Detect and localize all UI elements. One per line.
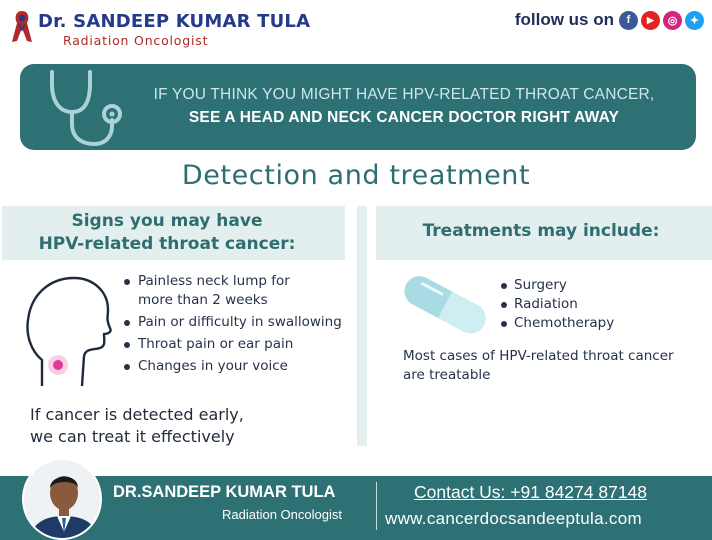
avatar xyxy=(22,458,102,540)
list-item xyxy=(122,272,342,310)
list-item xyxy=(122,357,342,376)
stethoscope-icon xyxy=(38,68,124,148)
treatable-note-line-2: are treatable xyxy=(403,367,491,383)
follow-us xyxy=(515,10,704,30)
treatments-heading: Treatments may include: xyxy=(422,221,660,241)
brand-subtitle: Radiation Oncologist xyxy=(63,33,209,48)
website-link[interactable]: www.cancerdocsandeeptula.com xyxy=(385,509,642,528)
signs-heading xyxy=(2,210,332,256)
treatable-note xyxy=(403,347,703,385)
signs-heading-line-1: Signs you may have xyxy=(71,211,263,231)
list-item xyxy=(122,313,342,332)
footer-divider xyxy=(376,482,377,530)
early-note-line-1: If cancer is detected early, xyxy=(30,405,244,424)
instagram-icon[interactable]: ◎ xyxy=(663,11,682,30)
footer-doctor-name: DR.SANDEEP KUMAR TULA xyxy=(113,483,336,501)
signs-heading-line-2: HPV-related throat cancer: xyxy=(38,234,296,254)
list-item xyxy=(122,335,342,354)
signs-list xyxy=(122,272,342,379)
list-item: Chemotherapy xyxy=(500,314,614,333)
early-detection-note xyxy=(30,404,244,448)
contact-phone-link[interactable]: Contact Us: +91 84274 87148 xyxy=(414,482,648,502)
twitter-icon[interactable]: ✦ xyxy=(685,11,704,30)
sign-item-1-line-2: more than 2 weeks xyxy=(138,292,268,308)
brand-name: Dr. SANDEEP KUMAR TULA xyxy=(38,11,311,32)
treatments-heading-panel xyxy=(376,206,712,260)
head-profile-icon xyxy=(22,268,117,388)
banner-line-1: IF YOU THINK YOU MIGHT HAVE HPV-RELATED THROAT CANCER, xyxy=(153,86,655,103)
list-item: Surgery xyxy=(500,276,614,295)
follow-label: follow us on xyxy=(514,10,614,29)
early-note-line-2: we can treat it effectively xyxy=(30,427,235,446)
youtube-icon[interactable]: ▶ xyxy=(641,11,660,30)
brand-block[interactable] xyxy=(8,6,311,52)
treatments-list xyxy=(500,276,614,333)
sign-item-1-line-1: Painless neck lump for xyxy=(138,273,290,289)
banner-line-2: SEE A HEAD AND NECK CANCER DOCTOR RIGHT AWAY xyxy=(188,109,620,126)
ribbon-logo-icon xyxy=(8,8,36,46)
facebook-icon[interactable]: f xyxy=(619,11,638,30)
sign-item-2: Pain or difficulty in swallowing xyxy=(138,314,342,330)
page-title: Detection and treatment xyxy=(181,160,531,191)
sign-item-4: Changes in your voice xyxy=(138,358,288,374)
warning-banner xyxy=(20,64,696,150)
treatable-note-line-1: Most cases of HPV-related throat cancer xyxy=(403,348,674,364)
signs-heading-panel xyxy=(2,206,345,260)
capsule-pill-icon xyxy=(398,270,494,336)
list-item: Radiation xyxy=(500,295,614,314)
section-divider xyxy=(357,206,367,446)
footer-doctor-role: Radiation Oncologist xyxy=(222,507,342,522)
sign-item-3: Throat pain or ear pain xyxy=(138,336,294,352)
